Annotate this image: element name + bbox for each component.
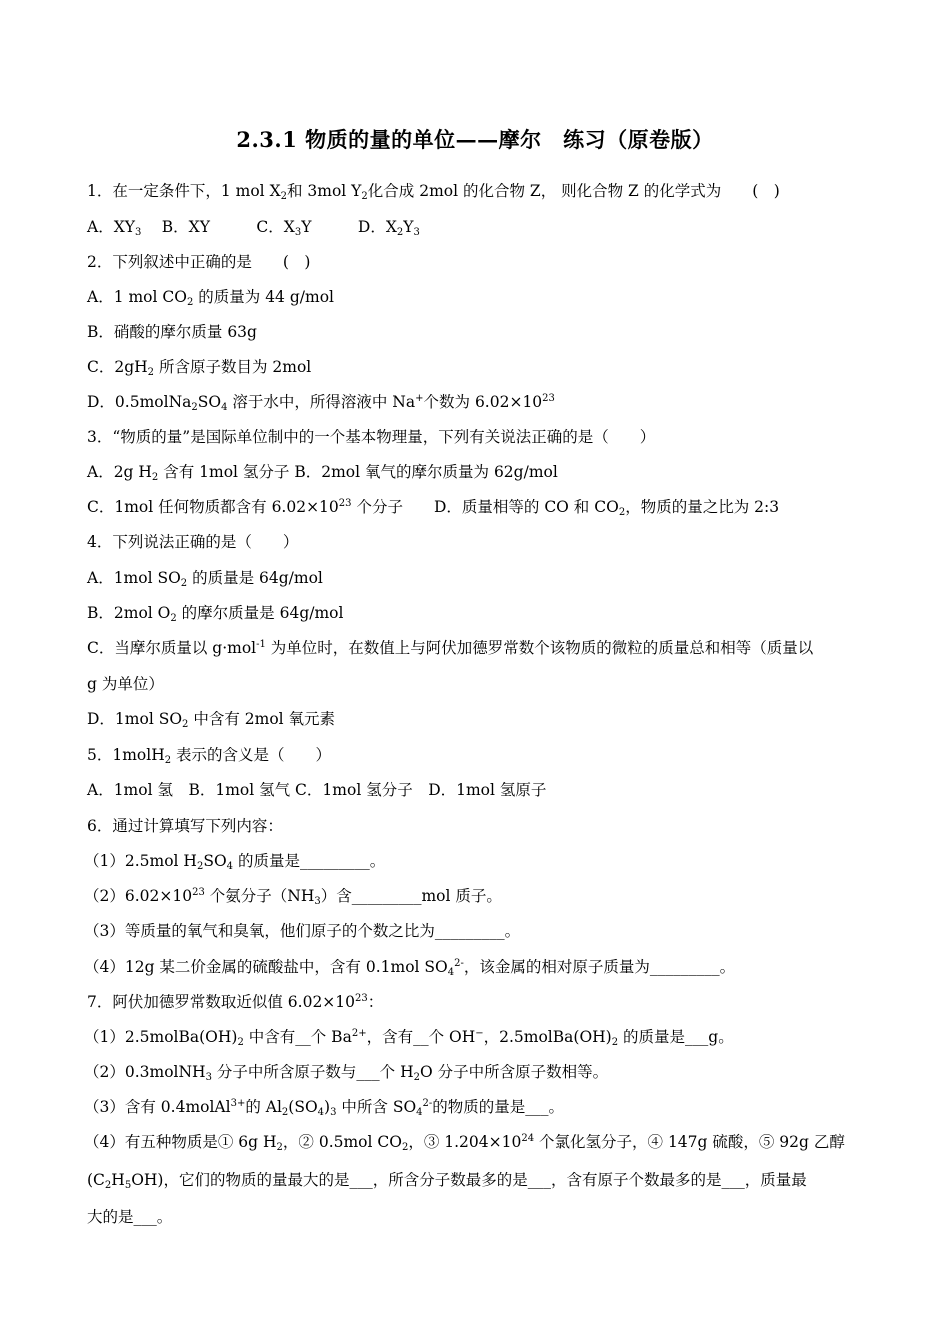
question-6-part-1: （1）2.5mol $H_2SO_4$ 的质量是_________。 (84, 852, 386, 872)
question-7-part-4-end: 大的是___。 (87, 1208, 173, 1226)
question-6-stem: 6．通过计算填写下列内容： (87, 817, 283, 835)
question-3-options-cd: C．1mol 任何物质都含有 $6.02\times 10^{23}$ 个分子 D．质量相等的 CO 和 $CO_2$，物质的量之比为 2:3 (87, 498, 780, 518)
question-7-part-2: （2）0.3molNH$_3$ 分子中所含原子数与___个 $H_2O$ 分子中所含原子数相等。 (84, 1063, 609, 1083)
page-title: 2.3.1 物质的量的单位——摩尔 练习（原卷版） (236, 127, 714, 152)
question-4-option-d: D．1mol $SO_2$ 中含有 2mol 氧元素 (87, 710, 336, 730)
question-7-part-4-cont: $(C_2H_5OH)$，它们的物质的量最大的是___，所含分子数最多的是___，含有原子个数最多的是___，质量最 (87, 1171, 807, 1191)
question-1-options: A．$XY_3$ B．XY C．$X_3Y$ D．$X_2Y_3$ (87, 218, 420, 238)
question-4-option-c-cont: g 为单位） (87, 675, 164, 693)
question-4-stem: 4．下列说法正确的是（ ） (87, 533, 299, 551)
question-6-part-3: （3）等质量的氧气和臭氧，他们原子的个数之比为_________。 (84, 922, 521, 940)
question-7-part-4: （4）有五种物质是① 6g $H_2$，② 0.5mol $CO_2$，③ $1.204\times 10^{24}$ 个氯化氢分子，④ 147g 硫酸，⑤ 92g 乙醇 (84, 1133, 845, 1153)
question-3-stem: 3．“物质的量”是国际单位制中的一个基本物理量，下列有关说法正确的是（ ） (87, 428, 656, 446)
question-2-option-b: B．硝酸的摩尔质量 63g (87, 323, 257, 341)
question-5-options: A．1mol 氢 B．1mol 氢气 C．1mol 氢分子 D．1mol 氢原子 (87, 781, 547, 799)
question-2-option-d: D．$0.5molNa_2SO_4$ 溶于水中，所得溶液中 Na+个数为 $6.02\times 10^{23}$ (87, 393, 555, 413)
question-4-option-a: A．1mol $SO_2$ 的质量是 64g/mol (87, 569, 323, 589)
question-1-stem: 1．在一定条件下，1 mol $X_2$和 3mol $Y_2$化合成 2mol 的化合物 Z， 则化合物 Z 的化学式为 ( ) (87, 182, 780, 202)
question-7-part-3: （3）含有 0.4molAl$^{3+}$的 $Al_2(SO_4)_3$ 中所含 $SO_4^{2-}$的物质的量是___。 (84, 1098, 565, 1118)
question-3-options-ab: A．2g $H_2$ 含有 1mol 氢分子 B．2mol 氧气的摩尔质量为 62g/mol (87, 463, 558, 483)
question-7-stem: 7．阿伏加德罗常数取近似值 $6.02\times 10^{23}$： (87, 993, 384, 1011)
question-6-part-2: $(2)6.02\times 10^{23}$ 个氨分子$(NH_3)$含_________mol 质子。 (84, 887, 502, 907)
question-7-part-1: $(1)2.5molBa(OH)_2$ 中含有__个 $Ba^{2+}$，含有__个 OH−，$2.5molBa(OH)_2$ 的质量是___g。 (84, 1028, 734, 1048)
question-2-option-a: A．1 mol $CO_2$ 的质量为 44 g/mol (87, 288, 334, 308)
question-6-part-4: （4）12g 某二价金属的硫酸盐中，含有 0.1mol $SO_4^{2-}$，该金属的相对原子质量为_________。 (84, 958, 736, 978)
question-4-option-b: B．2mol $O_2$ 的摩尔质量是 64g/mol (87, 604, 344, 624)
question-4-option-c: C．当摩尔质量以 g·mol$^{-1}$ 为单位时，在数值上与阿伏加德罗常数个该物质的微粒的质量总和相等（质量以 (87, 639, 814, 657)
question-5-stem: 5．1molH$_2$ 表示的含义是（ ） (87, 746, 332, 766)
question-2-option-c: C．$2gH_2$ 所含原子数目为 2mol (87, 358, 312, 378)
question-2-stem: 2．下列叙述中正确的是 ( ) (87, 253, 311, 271)
